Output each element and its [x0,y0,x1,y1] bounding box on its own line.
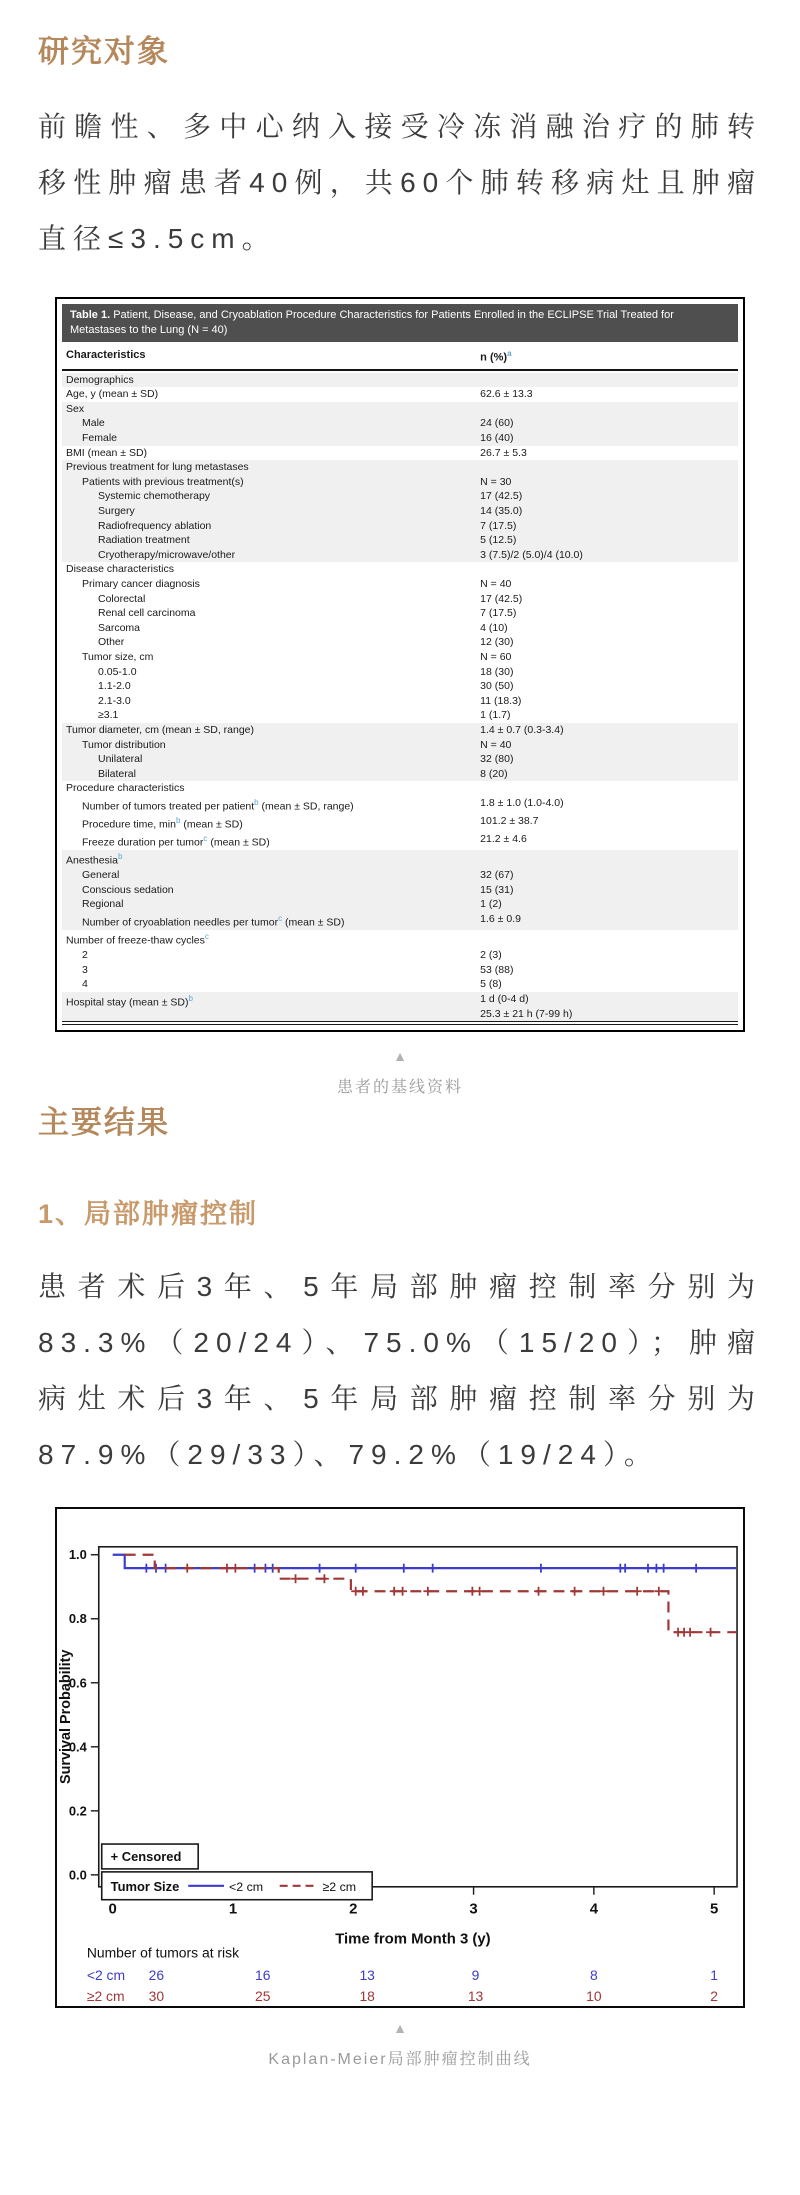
row-label: Number of tumors treated per patient$^b$ (mean ± SD, range) [82,797,354,813]
row-label: Male [82,417,105,430]
table-row [62,912,738,930]
table-row [62,504,738,519]
x-axis-label: Time from Month 3 (y) [335,1931,491,1948]
row-value [480,402,734,417]
table-row [62,387,738,402]
footnote-marker: c [204,932,209,942]
table-row [62,665,738,680]
risk-value: 18 [359,1988,375,2005]
row-label: Female [82,432,118,445]
row-value: 7 (17.5) [480,607,517,620]
row-value [480,781,734,796]
row-value: 32 (80) [480,753,514,766]
row-value: 14 (35.0) [480,505,523,517]
footnote-marker: c [278,914,283,924]
table-row [62,679,738,694]
risk-value: 13 [359,1967,375,1984]
row-value: 5 (12.5) [480,534,517,547]
row-value: 62.6 ± 13.3 [480,388,533,401]
table-row [62,489,738,504]
row-value: 17 (42.5) [480,592,523,605]
col-characteristics: Characteristics [66,349,146,361]
table1-title-label: Table 1. [70,309,111,321]
plot-area [99,1547,737,1887]
km-chart-svg [57,1509,743,2006]
row-value: 1.8 ± 1.0 (1.0-4.0) [480,796,564,809]
figure-caption-block [38,2020,762,2069]
row-value: N = 30 [480,475,512,488]
figure-caption-text: Kaplan-Meier局部肿瘤控制曲线 [268,2051,532,2069]
row-value: 1 (2) [480,898,502,911]
footnote-marker: b [117,852,123,862]
row-value: N = 40 [480,577,512,590]
table-row [62,850,738,868]
row-label: Hospital stay (mean ± SD)$^b$ [66,994,193,1009]
table-row [62,548,738,563]
row-label: Procedure time, $\min^b$ (mean ± SD) [82,815,243,831]
row-value: 26.7 ± 5.3 [480,446,527,459]
row-value: 12 (30) [480,636,514,649]
risk-value: 8 [589,1967,598,1984]
risk-row-label: ≥2 cm [86,1988,125,2005]
table-row [62,708,738,723]
row-label: Number of freeze-thaw cycles$^c$ [66,932,209,947]
row-label: 1.1-2.0 [98,680,131,693]
row-value: N = 40 [480,738,512,751]
row-label: Previous treatment for lung metastases [66,461,249,474]
section-title-main-results: 主要结果 [38,1105,170,1141]
row-label: Disease characteristics [66,563,174,576]
row-label: 3 [82,963,88,976]
legend-entry-ge2cm: ≥2 cm [322,1879,357,1894]
row-value: 7 (17.5) [480,519,517,532]
row-value: 8 (20) [480,767,508,780]
row-label: 2 [82,949,88,962]
footnote-marker: a [507,349,512,358]
collapse-triangle-icon: ▲ [393,1048,407,1065]
row-value: 101.2 ± 38.7 [480,814,539,827]
table-row [62,723,738,738]
row-label: Tumor diameter, cm (mean ± SD, range) [66,723,255,736]
footnote-marker: b [254,797,259,807]
row-value: 1.4 ± 0.7 (0.3-3.4) [480,723,564,736]
table-caption-text: 患者的基线资料 [336,1079,463,1097]
table-row [62,650,738,665]
table-row [62,562,738,577]
x-tick-label: 4 [589,1901,599,1918]
row-value [480,562,734,577]
row-label: Radiation treatment [98,534,190,547]
table1-figure [55,297,745,1032]
row-label: 0.05-1.0 [98,665,137,678]
row-label: Sarcoma [98,621,141,634]
table-row [62,948,738,963]
row-label: General [82,869,120,882]
y-tick-label: 1.0 [68,1547,87,1563]
table-row [62,373,738,388]
row-label: Radiofrequency ablation [98,519,212,532]
risk-value: 25 [255,1988,271,2005]
table-row [62,814,738,832]
y-tick-label: 0.2 [68,1803,87,1819]
table-row [62,897,738,912]
series-legend-title: Tumor Size [110,1878,180,1894]
row-label: Tumor distribution [82,738,166,751]
table-row [62,832,738,850]
risk-table-title: Number of tumors at risk [86,1944,240,1961]
row-label: Colorectal [98,592,146,605]
row-label: Procedure characteristics [66,782,185,795]
table-row [62,519,738,534]
row-label: Anesthesia$^b$ [66,852,123,867]
collapse-triangle-icon: ▲ [393,2020,407,2037]
risk-value: 9 [471,1967,480,1984]
risk-row-label: <2 cm [86,1967,126,1984]
row-value: 24 (60) [480,417,514,430]
row-value: 2 (3) [480,949,502,962]
risk-value: 1 [710,1967,719,1984]
row-label: BMI (mean ± SD) [66,446,148,459]
table-row [62,533,738,548]
row-value: 11 (18.3) [480,694,522,707]
risk-value: 2 [710,1988,719,2005]
row-value: 53 (88) [480,963,514,976]
subsection-title-local-tumor-control: 1、局部肿瘤控制 [38,1199,259,1230]
table-caption-block [38,1048,762,1097]
row-value: 1 d (0-4 d) 25.3 ± 21 h (7-99 h) [480,993,573,1020]
row-label: Renal cell carcinoma [98,607,196,620]
table-row [62,606,738,621]
x-tick-label: 2 [349,1901,358,1918]
km-figure [55,1507,745,2008]
table-row [62,796,738,814]
row-label: 2.1-3.0 [98,694,131,707]
footnote-marker: b [175,815,181,825]
table-row [62,883,738,898]
section-title-research-subjects: 研究对象 [38,34,170,69]
row-label: 4 [82,978,88,991]
table-row [62,460,738,475]
row-label: Tumor size, cm [82,650,154,663]
table-row [62,694,738,709]
table1-body [62,371,738,1026]
y-tick-label: 0.6 [68,1675,87,1691]
table-row [62,767,738,782]
row-value: 1.6 ± 0.9 [480,913,521,926]
row-label: Surgery [98,505,135,517]
row-label: Patients with previous treatment(s) [82,475,244,488]
table-row [62,621,738,636]
table-row [62,475,738,490]
footnote-marker: c [203,834,208,844]
y-tick-label: 0.8 [68,1611,87,1627]
row-value: 5 (8) [480,978,502,991]
risk-value: 30 [148,1988,165,2005]
row-value [480,850,734,868]
row-value: 17 (42.5) [480,490,523,503]
table-row [62,592,738,607]
row-label: Cryotherapy/microwave/other [98,548,236,561]
row-value: 21.2 ± 4.6 [480,833,527,846]
table-row [62,431,738,446]
table-row [62,868,738,883]
row-label: Number of cryoablation needles per tumor$^c$ (mean ± SD) [82,914,345,929]
row-label: Conscious sedation [82,883,174,896]
row-label: Age, y (mean ± SD) [66,388,159,401]
risk-value: 26 [148,1967,165,1984]
row-label: Sex [66,402,85,415]
row-label: Bilateral [98,767,136,780]
table-row [62,446,738,461]
row-label: Unilateral [98,753,143,766]
row-label: Demographics [66,373,134,386]
y-tick-label: 0.0 [68,1867,87,1883]
row-value: 32 (67) [480,869,514,882]
row-value: 4 (10) [480,621,508,634]
table-row [62,992,738,1021]
row-value: N = 60 [480,650,512,663]
row-value [480,460,734,475]
table-row [62,752,738,767]
y-tick-label: 0.4 [68,1739,87,1755]
row-value: 30 (50) [480,680,514,693]
row-label: ≥3.1 [98,709,119,722]
row-label: Systemic chemotherapy [98,490,211,503]
risk-value: 13 [467,1988,484,2005]
row-value [480,373,734,388]
x-tick-label: 1 [228,1901,238,1918]
table-row [62,963,738,978]
x-tick-label: 5 [710,1901,719,1918]
row-label: Primary cancer diagnosis [82,577,200,590]
col-n-percent: n (%)$^a$ [480,349,512,364]
row-value: 15 (31) [480,883,514,896]
row-value: 18 (30) [480,665,514,678]
row-label: Freeze duration per tumor$^c$ (mean ± SD) [82,834,270,849]
row-label: Other [98,636,125,649]
row-value: 16 (40) [480,432,514,445]
table-row [62,416,738,431]
censored-legend-label: + Censored [110,1849,182,1865]
legend-entry-lt2cm: <2 cm [228,1879,264,1894]
table1-title-text: Patient, Disease, and Cryoablation Procedure Characteristics for Patients Enrolled in the ECLIPSE Trial Treated for Metastases to the Lung (N = 40) [70,309,674,336]
x-tick-label: 3 [469,1901,478,1918]
table-row [62,930,738,948]
table1-column-header [62,342,738,371]
row-value: 3 (7.5)/2 (5.0)/4 (10.0) [480,548,583,561]
table-row [62,977,738,992]
x-tick-label: 0 [108,1901,117,1918]
row-value [480,930,734,948]
row-value: 1 (1.7) [480,709,511,722]
table-row [62,635,738,650]
table1-title [62,304,738,342]
y-axis-label: Survival Probability [57,1649,74,1785]
paragraph-study-population: 前瞻性、多中心纳入接受冷冻消融治疗的肺转移性肿瘤患者40例，共60个肺转移病灶且肿瘤直径≤3.5cm。 [38,111,762,254]
risk-value: 10 [586,1988,602,2005]
table-row [62,577,738,592]
footnote-marker: b [188,994,193,1003]
paragraph-results: 患者术后3年、5年局部肿瘤控制率分别为83.3%（20/24）、75.0%（15/20）；肿瘤病灶术后3年、5年局部肿瘤控制率分别为87.9%（29/33）、79.2%（19/24）。 [38,1271,762,1471]
table-row [62,738,738,753]
row-label: Regional [82,898,124,911]
table-row [62,781,738,796]
risk-value: 16 [255,1967,271,1984]
table-row [62,402,738,417]
